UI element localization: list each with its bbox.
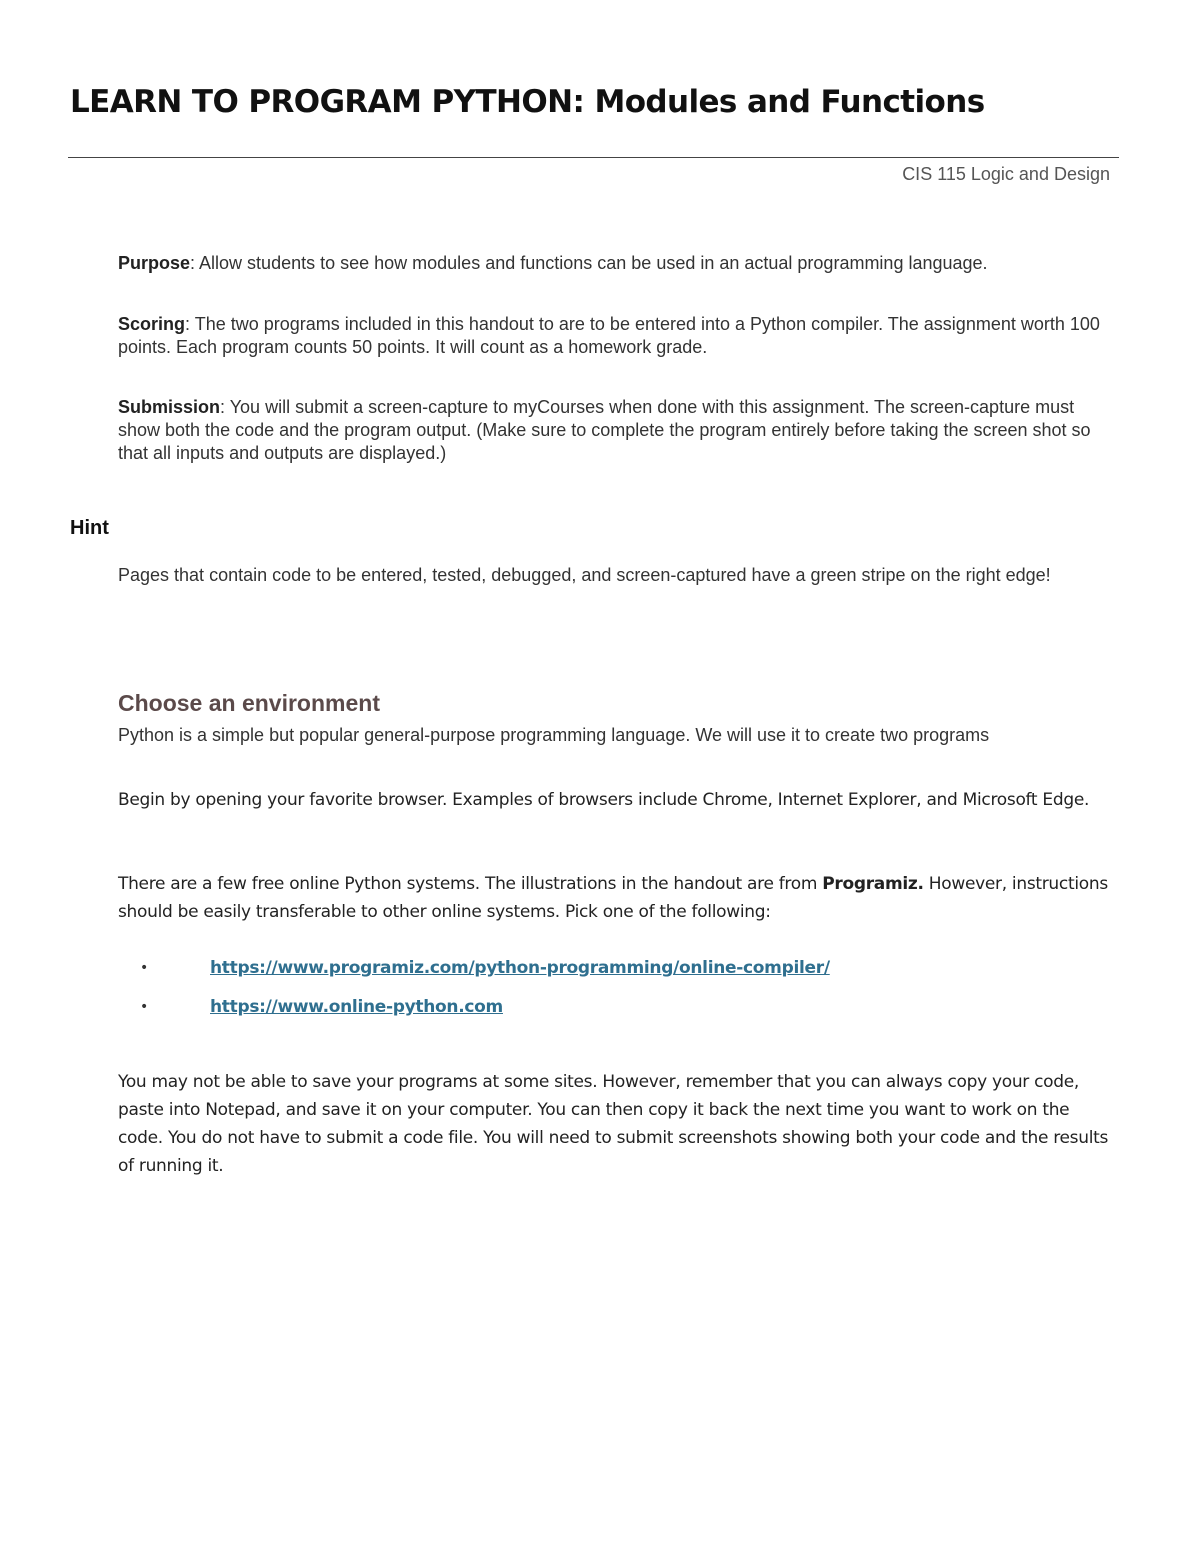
submission-label: Submission: [118, 397, 221, 417]
programiz-link[interactable]: https://www.programiz.com/python-programming/online-compiler/: [210, 958, 830, 978]
browser-paragraph: Begin by opening your favorite browser. Examples of browsers include Chrome, Internet Explorer, and Microsoft Edge.: [118, 790, 1090, 810]
title-divider: [68, 157, 1119, 158]
environment-intro: Python is a simple but popular general-purpose programming language. We will use it to create two programs: [118, 725, 990, 745]
systems-paragraph: [118, 870, 1118, 926]
systems-text-after: However, instructions should be easily transferable to other online systems. Pick one of the following:: [118, 874, 1108, 922]
hint-text: Pages that contain code to be entered, tested, debugged, and screen-captured have a green stripe on the right edge!: [118, 565, 1051, 585]
bullet-icon: •: [140, 999, 149, 1015]
systems-text-before: There are a few free online Python systems. The illustrations in the handout are from: [118, 874, 823, 894]
page-title: LEARN TO PROGRAM PYTHON: Modules and Functions: [70, 84, 985, 120]
course-name: CIS 115 Logic and Design: [902, 164, 1110, 184]
scoring-text: : The two programs included in this handout to are to be entered into a Python compiler. The assignment worth 100 points. Each program counts 50 points. It will count as a homework grade.: [118, 314, 1100, 357]
purpose-label: Purpose: [118, 253, 191, 273]
submission-text: : You will submit a screen-capture to myCourses when done with this assignment. The screen-capture must show both the code and the program output. (Make sure to complete the program entirely before taking the screen shot so that all inputs and outputs are displayed.): [118, 397, 1091, 463]
online-python-link[interactable]: https://www.online-python.com: [210, 997, 503, 1017]
purpose-paragraph: [118, 252, 1118, 275]
environment-heading: Choose an environment: [118, 690, 380, 716]
purpose-text: : Allow students to see how modules and functions can be used in an actual programming language.: [190, 253, 988, 273]
scoring-label: Scoring: [118, 314, 186, 334]
programiz-name: Programiz.: [822, 874, 924, 894]
hint-heading: Hint: [70, 517, 109, 539]
submission-paragraph: [118, 396, 1118, 465]
scoring-paragraph: [118, 313, 1118, 359]
bullet-icon: •: [140, 960, 149, 976]
closing-paragraph: You may not be able to save your programs at some sites. However, remember that you can always copy your code, paste into Notepad, and save it on your computer. You can then copy it back the next time you want to work on the code. You do not have to submit a code file. You will need to submit screenshots showing both your code and the results of running it.: [118, 1072, 1109, 1176]
